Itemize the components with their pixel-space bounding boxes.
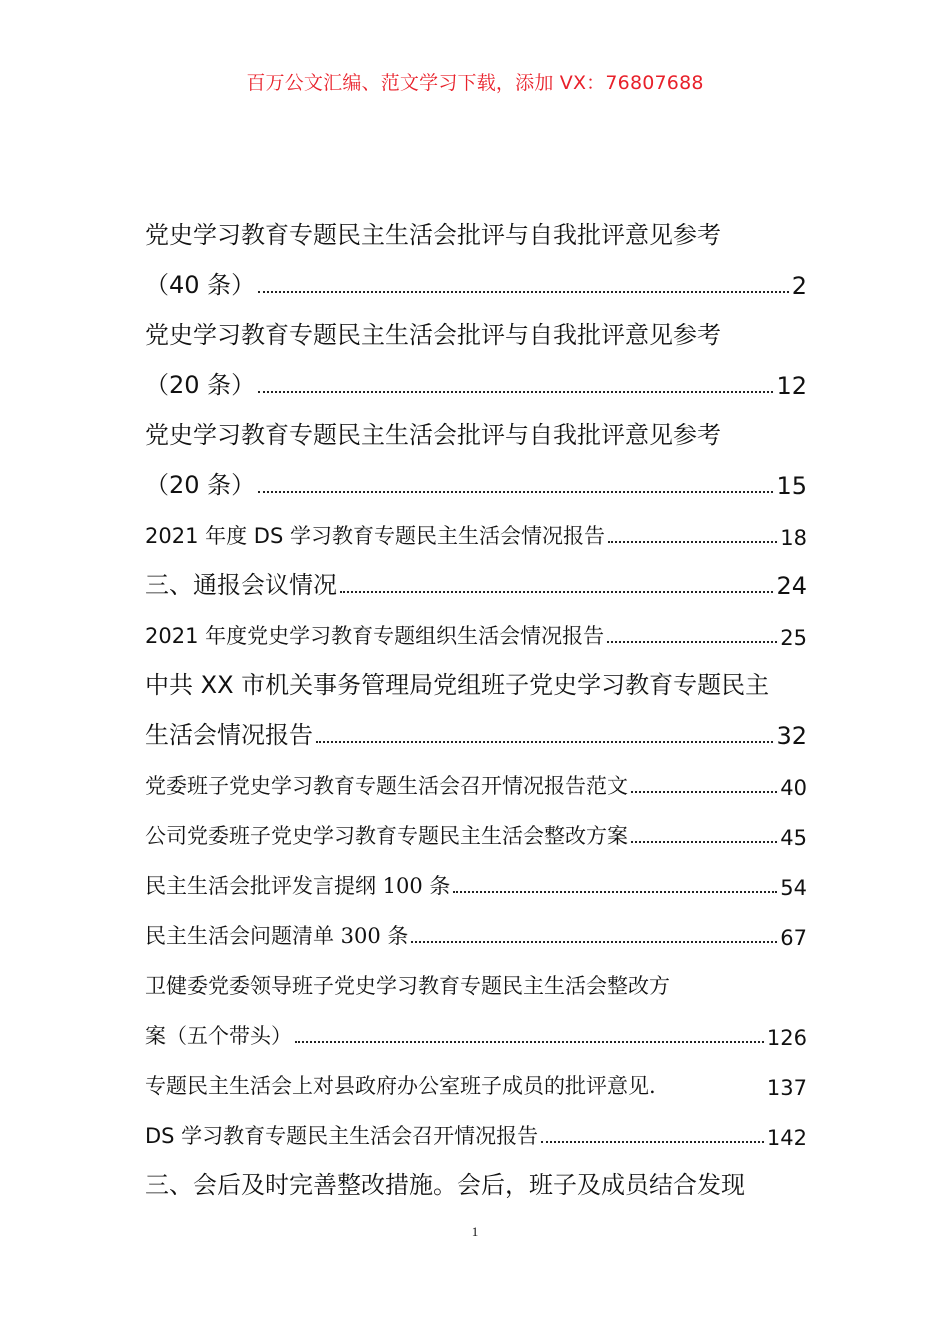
toc-page-number: 126 <box>766 1026 807 1050</box>
header-watermark-text: 百万公文汇编、范文学习下载，添加 VX：76807688 <box>246 72 704 94</box>
toc-title-line: 党史学习教育专题民主生活会批评与自我批评意见参考 <box>145 221 721 249</box>
body-text: 三、会后及时完善整改措施。会后，班子及成员结合发现 <box>145 1171 745 1199</box>
toc-page-number: 24 <box>776 572 807 600</box>
toc-page-number: 18 <box>780 526 807 550</box>
toc-title: 2021 年度 DS 学习教育专题民主生活会情况报告 <box>145 524 605 548</box>
leader-dots <box>316 740 773 743</box>
toc-page-number: 12 <box>776 372 807 400</box>
toc-title: 民主生活会问题清单 300 条 <box>145 924 409 948</box>
toc-title: 党委班子党史学习教育专题生活会召开情况报告范文 <box>145 774 628 798</box>
toc-entry-title[interactable] <box>145 410 807 450</box>
toc-title-line: （20 条） <box>145 471 256 499</box>
toc-entry[interactable] <box>145 1110 807 1150</box>
toc-entry-title[interactable] <box>145 210 807 250</box>
toc-title-line: 中共 XX 市机关事务管理局党组班子党史学习教育专题民主 <box>145 671 770 699</box>
toc-page-number: 54 <box>780 876 807 900</box>
toc-entry-title[interactable] <box>145 310 807 350</box>
toc-title-line: 党史学习教育专题民主生活会批评与自我批评意见参考 <box>145 321 721 349</box>
toc-entry-continuation[interactable] <box>145 260 807 300</box>
toc-entry[interactable] <box>145 860 807 900</box>
toc-entry[interactable] <box>145 610 807 650</box>
toc-entry-continuation[interactable] <box>145 710 807 750</box>
toc-title-line: （20 条） <box>145 371 256 399</box>
leader-dots <box>340 590 773 593</box>
toc-page-number: 137 <box>766 1076 807 1100</box>
toc-title-line: 案（五个带头） <box>145 1024 292 1048</box>
leader-dots <box>541 1140 764 1143</box>
toc-page-number: 142 <box>766 1126 807 1150</box>
leader-dots <box>258 390 773 393</box>
toc-page-number: 40 <box>780 776 807 800</box>
leader-dots <box>631 840 777 843</box>
toc-title: DS 学习教育专题民主生活会召开情况报告 <box>145 1124 539 1148</box>
toc-title-line: 生活会情况报告 <box>145 721 313 749</box>
leader-dots <box>453 890 777 893</box>
toc-page-number: 32 <box>776 722 807 750</box>
toc-entry-title[interactable] <box>145 960 807 1000</box>
toc-entry-continuation[interactable] <box>145 1010 807 1050</box>
toc-title: 民主生活会批评发言提纲 100 条 <box>145 874 451 898</box>
leader-dots <box>631 790 777 793</box>
leader-dots <box>258 290 789 293</box>
leader-dots <box>258 490 773 493</box>
toc-entry-continuation[interactable] <box>145 360 807 400</box>
leader-dots <box>608 540 777 543</box>
toc-page-number: 67 <box>780 926 807 950</box>
toc-page-number: 45 <box>780 826 807 850</box>
toc-entry[interactable] <box>145 510 807 550</box>
page-number: 1 <box>471 1224 479 1239</box>
toc-title-line: 党史学习教育专题民主生活会批评与自我批评意见参考 <box>145 421 721 449</box>
toc-entry[interactable] <box>145 910 807 950</box>
toc-page-number: 2 <box>791 272 807 300</box>
leader-dots <box>295 1040 764 1043</box>
toc-entry-continuation[interactable] <box>145 460 807 500</box>
toc-page-number: 15 <box>776 472 807 500</box>
toc-title: 2021 年度党史学习教育专题组织生活会情况报告 <box>145 624 605 648</box>
toc-title-line: （40 条） <box>145 271 256 299</box>
leader-dots <box>659 1092 764 1093</box>
toc-entry[interactable] <box>145 810 807 850</box>
toc-entry-title[interactable] <box>145 660 807 700</box>
body-text-line <box>145 1160 807 1200</box>
toc-title: 专题民主生活会上对县政府办公室班子成员的批评意见. <box>145 1074 656 1098</box>
leader-dots <box>607 640 777 643</box>
toc-title: 公司党委班子党史学习教育专题民主生活会整改方案 <box>145 824 628 848</box>
leader-dots <box>411 940 777 943</box>
toc-title-line: 卫健委党委领导班子党史学习教育专题民主生活会整改方 <box>145 974 670 998</box>
toc-entry[interactable] <box>145 760 807 800</box>
toc-title: 三、通报会议情况 <box>145 571 337 599</box>
toc-entry[interactable] <box>145 1060 807 1100</box>
toc-entry[interactable] <box>145 560 807 600</box>
toc-page-number: 25 <box>780 626 807 650</box>
